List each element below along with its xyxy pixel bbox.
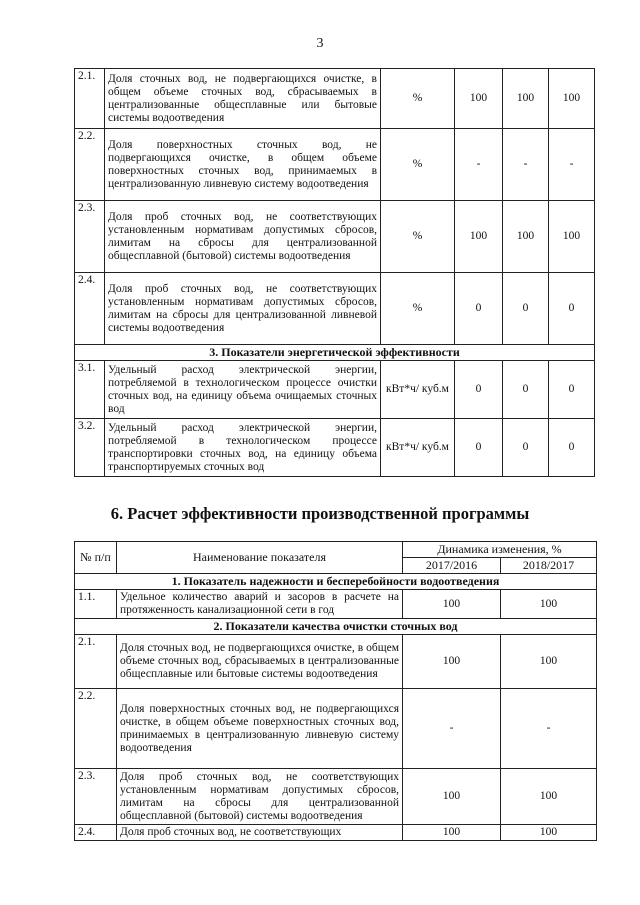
value-2: - — [503, 129, 549, 201]
header-num: № п/п — [75, 542, 117, 574]
unit: % — [381, 69, 455, 129]
value-2017-2016: - — [403, 689, 501, 769]
value-1: 100 — [455, 201, 503, 273]
section-title: 2. Показатели качества очистки сточных вод — [75, 619, 597, 635]
value-2017-2016: 100 — [403, 590, 501, 619]
row-number: 3.2. — [75, 419, 105, 477]
section-title: 3. Показатели энергетической эффективности — [75, 345, 595, 361]
table-row — [75, 769, 597, 825]
indicator-name: Доля поверхностных сточных вод, не подвергающихся очистке, в общем объеме поверхностных сточных вод, принимаемых в централизованную ливневую систему водоотведения — [117, 689, 403, 769]
value-3: 0 — [549, 361, 595, 419]
value-2: 100 — [503, 69, 549, 129]
value-1: 0 — [455, 419, 503, 477]
indicators-table-continued — [74, 68, 595, 477]
indicator-name: Доля сточных вод, не подвергающихся очистке, в общем объеме сточных вод, сбрасываемых в централизованные общесплавные или бытовые системы водоотведения — [105, 69, 381, 129]
section-title: 1. Показатель надежности и бесперебойности водоотведения — [75, 574, 597, 590]
value-2: 0 — [503, 419, 549, 477]
value-2018-2017: - — [501, 689, 597, 769]
value-2: 0 — [503, 273, 549, 345]
row-number: 2.4. — [75, 273, 105, 345]
table-row — [75, 689, 597, 769]
value-1: 0 — [455, 361, 503, 419]
indicator-name: Удельный расход электрической энергии, потребляемой в технологическом процессе очистки сточных вод, на единицу объема очищаемых сточных вод — [105, 361, 381, 419]
indicator-name: Доля проб сточных вод, не соответствующих установленным нормативам допустимых сбросов, лимитам на сбросы для централизованной общесплавной (бытовой) системы водоотведения — [105, 201, 381, 273]
row-number: 2.3. — [75, 201, 105, 273]
row-number: 2.2. — [75, 689, 117, 769]
indicator-name: Доля сточных вод, не подвергающихся очистке, в общем объеме сточных вод, сбрасываемых в централизованные общесплавные или бытовые системы водоотведения — [117, 635, 403, 689]
value-3: 0 — [549, 419, 595, 477]
row-number: 2.3. — [75, 769, 117, 825]
section-heading: 6. Расчет эффективности производственной программы — [110, 504, 530, 523]
header-col2: 2018/2017 — [501, 558, 597, 574]
unit: % — [381, 129, 455, 201]
value-3: 100 — [549, 201, 595, 273]
value-2018-2017: 100 — [501, 769, 597, 825]
table-row — [75, 201, 595, 273]
unit: % — [381, 201, 455, 273]
row-number: 3.1. — [75, 361, 105, 419]
header-col1: 2017/2016 — [403, 558, 501, 574]
unit: кВт*ч/ куб.м — [381, 361, 455, 419]
row-number: 2.1. — [75, 635, 117, 689]
row-number: 2.1. — [75, 69, 105, 129]
indicator-name: Доля проб сточных вод, не соответствующих установленным нормативам допустимых сбросов, лимитам на сбросы для централизованной ливневой системы водоотведения — [105, 273, 381, 345]
row-number: 1.1. — [75, 590, 117, 619]
unit: кВт*ч/ куб.м — [381, 419, 455, 477]
efficiency-table — [74, 541, 597, 841]
table-row — [75, 361, 595, 419]
section-row — [75, 574, 597, 590]
indicator-name: Доля поверхностных сточных вод, не подвергающихся очистке, в общем объеме поверхностных сточных вод, принимаемых в централизованную ливневую систему водоотведения — [105, 129, 381, 201]
header-dynamics: Динамика изменения, % — [403, 542, 597, 558]
indicator-name: Доля проб сточных вод, не соответствующих — [117, 825, 403, 841]
value-3: - — [549, 129, 595, 201]
unit: % — [381, 273, 455, 345]
value-2018-2017: 100 — [501, 635, 597, 689]
value-1: - — [455, 129, 503, 201]
indicator-name: Удельное количество аварий и засоров в расчете на протяженность канализационной сети в год — [117, 590, 403, 619]
value-3: 100 — [549, 69, 595, 129]
value-2018-2017: 100 — [501, 590, 597, 619]
value-2: 0 — [503, 361, 549, 419]
value-2: 100 — [503, 201, 549, 273]
section-row — [75, 619, 597, 635]
value-3: 0 — [549, 273, 595, 345]
table-row — [75, 635, 597, 689]
table-row — [75, 590, 597, 619]
value-2017-2016: 100 — [403, 769, 501, 825]
row-number: 2.2. — [75, 129, 105, 201]
value-2017-2016: 100 — [403, 825, 501, 841]
value-2018-2017: 100 — [501, 825, 597, 841]
section-row — [75, 345, 595, 361]
table-row — [75, 273, 595, 345]
row-number: 2.4. — [75, 825, 117, 841]
table-row — [75, 419, 595, 477]
page-number: 3 — [316, 36, 324, 51]
table-row — [75, 129, 595, 201]
table-row — [75, 69, 595, 129]
header-name: Наименование показателя — [117, 542, 403, 574]
indicator-name: Удельный расход электрической энергии, потребляемой в технологическом процессе транспортировки сточных вод, на единицу объема транспортируемых сточных вод — [105, 419, 381, 477]
table-row — [75, 825, 597, 841]
value-1: 0 — [455, 273, 503, 345]
indicator-name: Доля проб сточных вод, не соответствующих установленным нормативам допустимых сбросов, лимитам на сбросы для централизованной общесплавной (бытовой) системы водоотведения — [117, 769, 403, 825]
value-1: 100 — [455, 69, 503, 129]
value-2017-2016: 100 — [403, 635, 501, 689]
